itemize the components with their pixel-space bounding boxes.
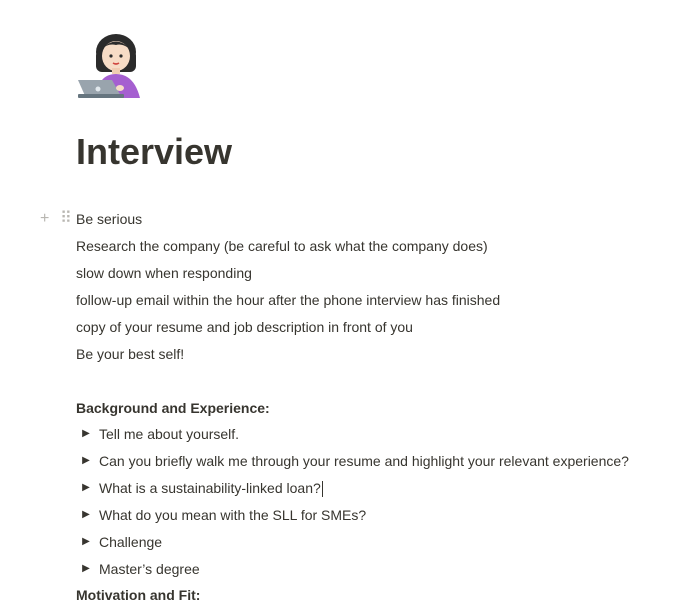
page-icon[interactable] — [76, 32, 142, 98]
note-line[interactable]: Be serious — [76, 211, 143, 227]
toggle-label[interactable]: Tell me about yourself. — [99, 426, 240, 442]
add-block-icon[interactable]: + — [40, 210, 50, 227]
drag-handle-icon[interactable]: ⠿ — [60, 210, 72, 227]
toggle-arrow-icon[interactable]: ▶ — [82, 428, 90, 439]
section-heading-motivation[interactable]: Motivation and Fit: — [76, 587, 201, 603]
toggle-label-text: What is a sustainability-linked loan? — [99, 480, 321, 496]
toggle-item[interactable] — [76, 478, 323, 498]
toggle-label[interactable]: Challenge — [99, 534, 163, 550]
toggle-label[interactable]: What do you mean with the SLL for SMEs? — [99, 507, 367, 523]
toggle-item[interactable] — [76, 424, 239, 444]
toggle-arrow-icon[interactable]: ▶ — [82, 563, 90, 574]
toggle-label[interactable]: Can you briefly walk me through your resume and highlight your relevant experience? — [99, 453, 629, 469]
section-heading-background[interactable]: Background and Experience: — [76, 400, 270, 416]
toggle-item[interactable] — [76, 505, 366, 525]
toggle-arrow-icon[interactable]: ▶ — [82, 536, 90, 547]
toggle-item[interactable] — [76, 451, 629, 471]
toggle-arrow-icon[interactable]: ▶ — [82, 482, 90, 493]
woman-technologist-emoji-icon — [76, 32, 142, 98]
toggle-arrow-icon[interactable]: ▶ — [82, 509, 90, 520]
note-line[interactable]: follow-up email within the hour after the phone interview has finished — [76, 292, 501, 308]
note-line[interactable]: copy of your resume and job description in front of you — [76, 319, 413, 335]
text-cursor — [322, 481, 323, 497]
note-line[interactable]: Research the company (be careful to ask what the company does) — [76, 238, 488, 254]
toggle-item[interactable] — [76, 532, 162, 552]
note-line[interactable]: Be your best self! — [76, 346, 185, 362]
toggle-label[interactable] — [99, 478, 323, 498]
toggle-arrow-icon[interactable]: ▶ — [82, 455, 90, 466]
toggle-item[interactable] — [76, 559, 200, 579]
page-title[interactable]: Interview — [76, 131, 233, 172]
toggle-label[interactable]: Master’s degree — [99, 561, 200, 577]
note-line[interactable]: slow down when responding — [76, 265, 252, 281]
